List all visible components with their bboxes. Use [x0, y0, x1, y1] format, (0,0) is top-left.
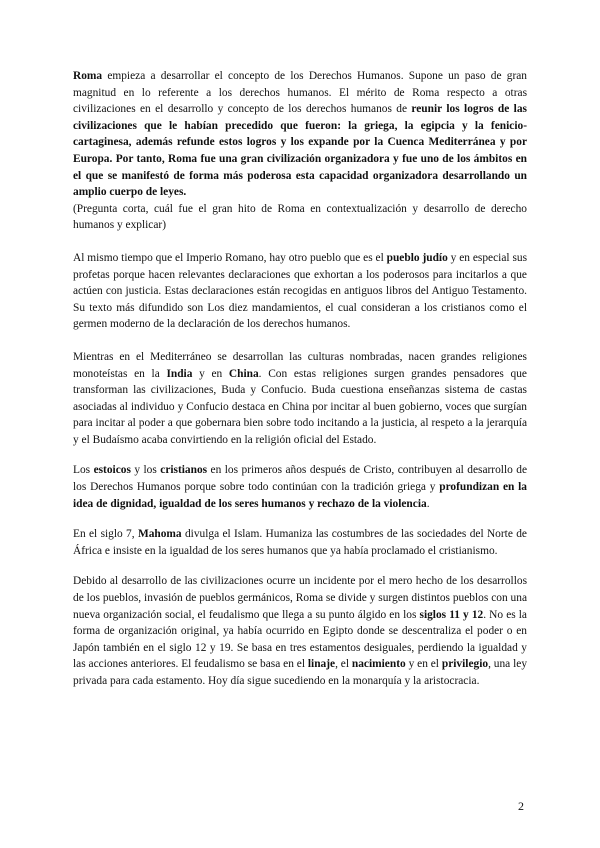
text-run: Debido al desarrollo de las civilizaciones ocurre un incidente por el mero hecho de los desarrollos de los pueblos, invasión de pueblos germánicos, Roma se divide y surgen distintos pueblos con una nueva organización social, el feudalismo que llega a su punto álgido en los	[73, 575, 527, 621]
bold-text-run: reunir los logros de las civilizaciones que le habían precedido que fueron: la griega, la egipcia y la fenicio-cartaginesa, además refunde estos logros y los expande por la Cuenca Mediterránea y por Europa. Por tanto, Roma fue una gran civilización organizadora y fue uno de los ámbitos en el que se manifestó de forma más poderosa esta capacidad organizadora desarrollando un amplio cuerpo de leyes.	[73, 103, 527, 199]
text-run: . No es la forma de organización original, ya había ocurrido en Egipto donde se descentraliza el poder o en Japón también en el siglo 12 y 19. Se basa en tres estamentos desiguales, perdiendo la igualdad y las acciones anteriores. El feudalismo se basa en el	[73, 608, 527, 671]
paragraph-pregunta	[73, 201, 527, 234]
text-run: . Con estas religiones surgen grandes pensadores que transforman las civilizaciones, Buda y Confucio. Buda cuestiona enseñanzas sistema de castas asociadas al individuo y Confucio destaca en China por incitar al buen gobierno, voces que surgían para incitar al poder a que gobernara bien sobre todo incitando a la justicia, al respeto a la jerarquía y el Budaísmo acaba convirtiendo en la religión oficial del Estado.	[73, 367, 527, 446]
text-run: Los	[73, 464, 94, 477]
text-run: .	[426, 497, 430, 510]
page-number: 2	[518, 799, 524, 813]
text-run: y en	[192, 367, 229, 380]
text-run: y los	[130, 464, 161, 477]
bold-text-run: China	[228, 367, 259, 380]
bold-text-run: Mahoma	[137, 528, 182, 541]
bold-text-run: estoicos	[93, 464, 131, 477]
paragraph-pueblo-judio	[73, 250, 527, 333]
document-body	[73, 68, 527, 690]
bold-text-run: linaje	[307, 658, 336, 671]
text-run: (Pregunta corta, cuál fue el gran hito de Roma en contextualización y desarrollo de derecho humanos y explicar)	[73, 202, 527, 232]
text-run: y en especial sus profetas porque hacen relevantes declaraciones que exhortan a los poderosos para incitarlos a que actúen con justicia. Estas declaraciones están recogidas en antiguos libros del Antiguo Testamento. Su texto más difundido son Los diez mandamientos, el cual consideran a los cristianos como el germen moderno de la declaración de los derechos humanos.	[73, 251, 527, 331]
bold-text-run: siglos 11 y 12	[419, 608, 484, 621]
text-run: Al mismo tiempo que el Imperio Romano, hay otro pueblo que es el	[73, 251, 387, 264]
paragraph-religiones	[73, 349, 527, 449]
text-run: Mientras en el Mediterráneo se desarrollan las culturas nombradas, nacen grandes religiones monoteístas en la	[73, 350, 527, 380]
text-run: en los primeros años después de Cristo, contribuyen al desarrollo de los Derechos Humanos porque sobre todo continúan con la tradición griega y	[73, 464, 528, 494]
bold-text-run: nacimiento	[351, 658, 406, 671]
text-run: empieza a desarrollar el concepto de los Derechos Humanos. Supone un paso de gran magnitud en lo referente a los derechos humanos. El mérito de Roma respecto a otras civilizaciones en el desarrollo y concepto de los derechos humanos de	[73, 70, 527, 116]
paragraph-feudalismo	[73, 573, 527, 689]
bold-text-run: pueblo judío	[386, 251, 448, 264]
paragraph-mahoma	[73, 526, 527, 559]
text-run: , el	[335, 658, 352, 671]
text-run: y en el	[405, 658, 442, 671]
bold-text-run: profundizan en la idea de dignidad, igualdad de los seres humanos y rechazo de la violencia	[73, 481, 527, 510]
text-run: divulga el Islam. Humaniza las costumbres de las sociedades del Norte de África e insiste en la igualdad de los seres humanos que ya había proclamado el cristianismo.	[73, 528, 527, 557]
bold-text-run: cristianos	[160, 464, 208, 477]
bold-text-run: Roma	[73, 70, 103, 82]
paragraph-roma	[73, 68, 527, 201]
bold-text-run: India	[166, 367, 193, 380]
bold-text-run: privilegio	[441, 658, 489, 671]
paragraph-estoicos	[73, 462, 527, 512]
text-run: En el siglo 7,	[73, 528, 138, 541]
text-run: , una ley privada para cada estamento. Hoy día sigue sucediendo en la monarquía y la aristocracia.	[73, 658, 528, 687]
